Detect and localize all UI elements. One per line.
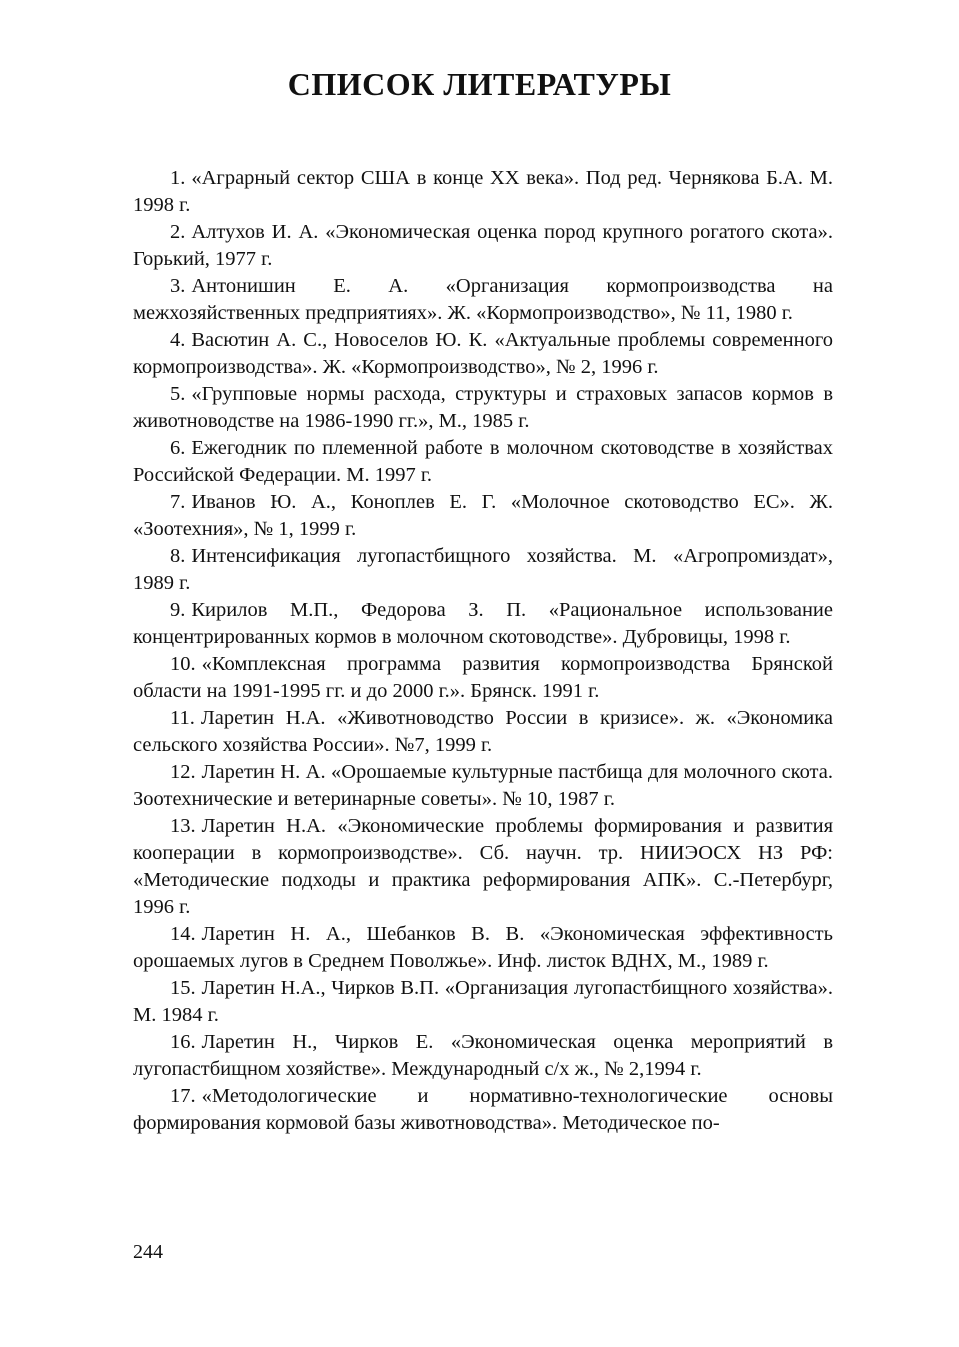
reference-number: 11. xyxy=(170,707,195,729)
reference-list xyxy=(133,165,833,1137)
reference-number: 10. xyxy=(170,653,196,675)
reference-text: «Комплексная программа развития кормопроизводства Брянской области на 1991-1995 гг. и до 2000 г.». Брянск. 1991 г. xyxy=(133,653,833,702)
reference-text: Алтухов И. А. «Экономическая оценка пород крупного рогатого скота». Горький, 1977 г. xyxy=(133,221,833,270)
reference-text: «Групповые нормы расхода, структуры и страховых запасов кормов в животноводстве на 1986-1990 гг.», М., 1985 г. xyxy=(133,383,833,432)
reference-number: 7. xyxy=(170,491,186,513)
reference-item xyxy=(133,273,833,327)
page-number: 244 xyxy=(133,1241,163,1263)
reference-number: 17. xyxy=(170,1085,196,1107)
reference-item xyxy=(133,921,833,975)
reference-item xyxy=(133,813,833,921)
reference-number: 12. xyxy=(170,761,196,783)
reference-text: «Аграрный сектор США в конце XX века». Под ред. Чернякова Б.А. М. 1998 г. xyxy=(133,167,833,216)
reference-item xyxy=(133,975,833,1029)
reference-item xyxy=(133,1029,833,1083)
reference-text: Иванов Ю. А., Коноплев Е. Г. «Молочное скотоводство ЕС». Ж. «Зоотехния», № 1, 1999 г. xyxy=(133,491,833,540)
reference-number: 3. xyxy=(170,275,186,297)
reference-number: 13. xyxy=(170,815,196,837)
reference-text: Ларетин Н., Чирков Е. «Экономическая оценка мероприятий в лугопастбищном хозяйстве». Международный с/х ж., № 2,1994 г. xyxy=(133,1031,833,1080)
reference-text: Ларетин Н. А., Шебанков В. В. «Экономическая эффективность орошаемых лугов в Среднем Поволжье». Инф. листок ВДНХ, М., 1989 г. xyxy=(133,923,833,972)
reference-number: 1. xyxy=(170,167,186,189)
reference-item xyxy=(133,759,833,813)
reference-number: 14. xyxy=(170,923,196,945)
reference-text: Антонишин Е. А. «Организация кормопроизводства на межхозяйственных предприятиях». Ж. «Кормопроизводство», № 11, 1980 г. xyxy=(133,275,833,324)
reference-text: Кирилов М.П., Федорова З. П. «Рациональное использование концентрированных кормов в молочном скотоводстве». Дубровицы, 1998 г. xyxy=(133,599,833,648)
reference-item xyxy=(133,219,833,273)
reference-item xyxy=(133,489,833,543)
reference-text: Ларетин Н.А. «Экономические проблемы формирования и развития кооперации в кормопроизводстве». Сб. научн. тр. НИИЭОСХ НЗ РФ: «Методические подходы и практика реформирования АПК». С.-Петербург, 1996 г. xyxy=(133,815,833,918)
reference-text: Ларетин Н.А. «Животноводство России в кризисе». ж. «Экономика сельского хозяйства России». №7, 1999 г. xyxy=(133,707,833,756)
reference-number: 5. xyxy=(170,383,186,405)
reference-number: 4. xyxy=(170,329,186,351)
reference-number: 8. xyxy=(170,545,186,567)
reference-number: 2. xyxy=(170,221,186,243)
reference-item xyxy=(133,597,833,651)
reference-text: Ларетин Н.А., Чирков В.П. «Организация лугопастбищного хозяйства». М. 1984 г. xyxy=(133,977,833,1026)
reference-number: 6. xyxy=(170,437,186,459)
reference-item xyxy=(133,1083,833,1137)
reference-item xyxy=(133,381,833,435)
reference-item xyxy=(133,435,833,489)
reference-item xyxy=(133,543,833,597)
reference-item xyxy=(133,165,833,219)
reference-item xyxy=(133,651,833,705)
reference-text: Интенсификация лугопастбищного хозяйства. М. «Агропромиздат», 1989 г. xyxy=(133,545,833,594)
reference-text: Ларетин Н. А. «Орошаемые культурные пастбища для молочного скота. Зоотехнические и ветеринарные советы». № 10, 1987 г. xyxy=(133,761,833,810)
reference-number: 16. xyxy=(170,1031,196,1053)
reference-text: Ежегодник по племенной работе в молочном скотоводстве в хозяйствах Российской Федерации. М. 1997 г. xyxy=(133,437,833,486)
reference-number: 15. xyxy=(170,977,196,999)
page-title: СПИСОК ЛИТЕРАТУРЫ xyxy=(287,66,672,102)
reference-text: Васютин А. С., Новоселов Ю. К. «Актуальные проблемы современного кормопроизводства». Ж. «Кормопроизводство», № 2, 1996 г. xyxy=(133,329,833,378)
reference-text: «Методологические и нормативно-технологические основы формирования кормовой базы животноводства». Методическое по- xyxy=(133,1085,833,1134)
reference-item xyxy=(133,327,833,381)
reference-item xyxy=(133,705,833,759)
reference-number: 9. xyxy=(170,599,186,621)
